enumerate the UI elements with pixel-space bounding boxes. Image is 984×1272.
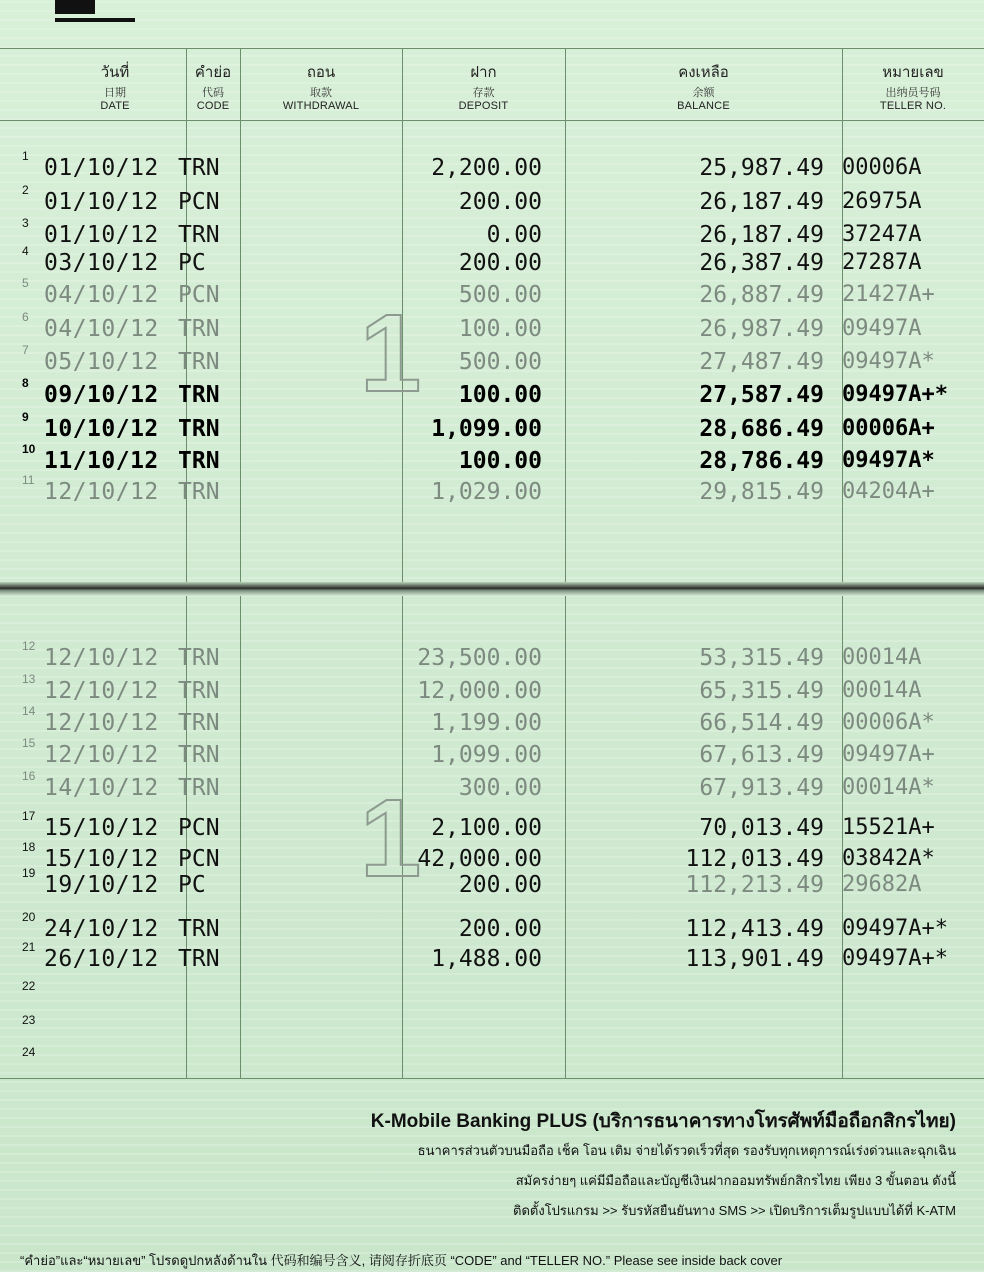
promo-line-2: สมัครง่ายๆ แค่มีมือถือและบัญชีเงินฝากออมทรัพย์กสิกรไทย เพียง 3 ขั้นตอน ดังนี้ [515, 1173, 956, 1188]
header-balance: คงเหลือ 余额 BALANCE [677, 64, 730, 112]
table-row: 24 [22, 1045, 36, 1059]
table-row: 1 01/10/12 TRN 2,200.00 25,987.49 00006A [22, 149, 922, 181]
table-row: 17 15/10/12 PCN 2,100.00 70,013.49 15521A+ [22, 809, 935, 841]
header-deposit: ฝาก 存款 DEPOSIT [458, 64, 509, 112]
header-date: วันที่ 日期 DATE [100, 64, 130, 112]
header-teller: หมายเลข 出纳员号码 TELLER NO. [879, 64, 947, 112]
table-row: 13 12/10/12 TRN 12,000.00 65,315.49 00014A [22, 672, 922, 704]
promo-line-1: ธนาคารส่วนตัวบนมือถือ เช็ค โอน เติม จ่ายได้รวดเร็วที่สุด รองรับทุกเหตุการณ์เร่งด่วนและฉุกเฉิน [417, 1143, 956, 1158]
table-row: 2 01/10/12 PCN 200.00 26,187.49 26975A [22, 183, 922, 215]
page-fold [0, 582, 984, 596]
table-row: 10 11/10/12 TRN 100.00 28,786.49 09497A* [22, 442, 935, 474]
table-row: 21 26/10/12 TRN 1,488.00 113,901.49 09497A+* [22, 940, 948, 972]
table-row: 23 [22, 1013, 36, 1027]
header-top-line [0, 48, 984, 49]
table-row: 12 12/10/12 TRN 23,500.00 53,315.49 00014A [22, 639, 922, 671]
promo-title: K-Mobile Banking PLUS (บริการธนาคารทางโทรศัพท์มือถือกสิกรไทย) [370, 1111, 956, 1132]
table-row: 6 04/10/12 TRN 100.00 26,987.49 09497A [22, 310, 922, 342]
table-row: 22 [22, 979, 36, 993]
header-code: คำย่อ 代码 CODE [194, 64, 232, 112]
table-row: 15 12/10/12 TRN 1,099.00 67,613.49 09497A+ [22, 736, 935, 768]
table-row: 8 09/10/12 TRN 100.00 27,587.49 09497A+* [22, 376, 948, 408]
top-marker-block [55, 0, 95, 14]
header-withdrawal: ถอน 取款 WITHDRAWAL [282, 64, 360, 112]
table-row: 3 01/10/12 TRN 0.00 26,187.49 37247A [22, 216, 922, 248]
header-bottom-line [0, 120, 984, 121]
table-row: 16 14/10/12 TRN 300.00 67,913.49 00014A* [22, 769, 935, 801]
table-row: 14 12/10/12 TRN 1,199.00 66,514.49 00006A* [22, 704, 935, 736]
table-row: 20 24/10/12 TRN 200.00 112,413.49 09497A+* [22, 910, 948, 942]
stamp-mark-lower: 1 [360, 777, 422, 900]
top-marker-bar [55, 18, 135, 22]
table-row: 4 03/10/12 PC 200.00 26,387.49 27287A [22, 244, 922, 276]
promo-line-3: ติดตั้งโปรแกรม >> รับรหัสยืนยันทาง SMS >> เปิดบริการเต็มรูปแบบได้ที่ K-ATM [513, 1203, 956, 1218]
table-row: 9 10/10/12 TRN 1,099.00 28,686.49 00006A+ [22, 410, 935, 442]
table-row: 19 19/10/12 PC 200.00 112,213.49 29682A [22, 866, 922, 898]
code-teller-note: “คำย่อ”และ“หมายเลข” โปรดดูปกหลังด้านใน 代码和编号含义, 请阅存折底页 “CODE” and “TELLER NO.” Please see inside back cover [20, 1253, 783, 1268]
table-row: 5 04/10/12 PCN 500.00 26,887.49 21427A+ [22, 276, 935, 308]
table-row: 7 05/10/12 TRN 500.00 27,487.49 09497A* [22, 343, 935, 375]
stamp-mark-upper: 1 [360, 292, 422, 415]
table-row: 18 15/10/12 PCN 42,000.00 112,013.49 03842A* [22, 840, 935, 872]
table-row: 11 12/10/12 TRN 1,029.00 29,815.49 04204A+ [22, 473, 935, 505]
